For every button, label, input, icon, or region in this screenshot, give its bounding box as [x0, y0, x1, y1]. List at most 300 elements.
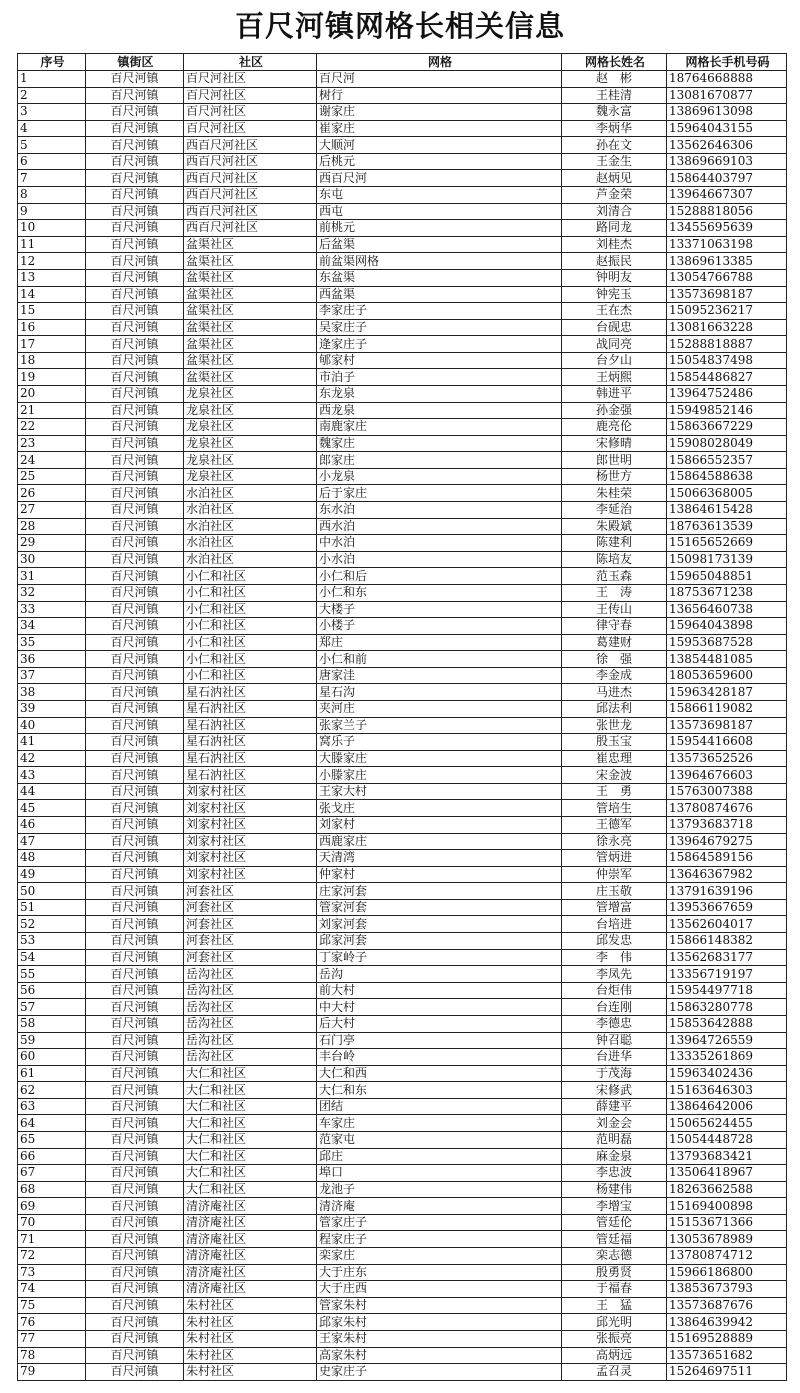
grid-cell: 岳沟 [317, 966, 562, 983]
grid-cell: 邱家河套 [317, 933, 562, 950]
leader-phone-cell: 15288818056 [667, 203, 787, 220]
leader-phone-cell: 13964676603 [667, 767, 787, 784]
serial-number-cell: 57 [18, 999, 86, 1016]
serial-number-cell: 27 [18, 502, 86, 519]
serial-number-cell: 8 [18, 187, 86, 204]
table-row [18, 518, 787, 535]
town-cell: 百尺河镇 [86, 883, 184, 900]
leader-name-cell: 孙金强 [562, 402, 667, 419]
leader-name-cell: 钟召聪 [562, 1032, 667, 1049]
leader-phone-cell: 13573687676 [667, 1297, 787, 1314]
table-row [18, 385, 787, 402]
community-cell: 刘家村社区 [184, 800, 317, 817]
table-row [18, 551, 787, 568]
town-cell: 百尺河镇 [86, 999, 184, 1016]
leader-name-cell: 王传山 [562, 601, 667, 618]
serial-number-cell: 20 [18, 385, 86, 402]
town-cell: 百尺河镇 [86, 1082, 184, 1099]
leader-phone-cell: 13573652526 [667, 750, 787, 767]
community-cell: 朱村社区 [184, 1330, 317, 1347]
leader-phone-cell: 15964043898 [667, 618, 787, 635]
leader-phone-cell: 13791639196 [667, 883, 787, 900]
serial-number-cell: 16 [18, 319, 86, 336]
town-cell: 百尺河镇 [86, 303, 184, 320]
leader-name-cell: 于茂海 [562, 1065, 667, 1082]
leader-phone-cell: 15054837498 [667, 352, 787, 369]
community-cell: 星石汭社区 [184, 717, 317, 734]
table-row [18, 220, 787, 237]
table-row [18, 303, 787, 320]
town-cell: 百尺河镇 [86, 402, 184, 419]
town-cell: 百尺河镇 [86, 153, 184, 170]
leader-phone-cell: 15264697511 [667, 1364, 787, 1381]
grid-cell: 南鹿家庄 [317, 419, 562, 436]
table-row [18, 137, 787, 154]
town-cell: 百尺河镇 [86, 87, 184, 104]
grid-cell: 埠口 [317, 1165, 562, 1182]
leader-phone-cell: 15966186800 [667, 1264, 787, 1281]
grid-cell: 吴家庄子 [317, 319, 562, 336]
town-cell: 百尺河镇 [86, 120, 184, 137]
town-cell: 百尺河镇 [86, 352, 184, 369]
community-cell: 龙泉社区 [184, 419, 317, 436]
grid-cell: 后桃元 [317, 153, 562, 170]
table-row [18, 1098, 787, 1115]
town-cell: 百尺河镇 [86, 1032, 184, 1049]
table-row [18, 1015, 787, 1032]
grid-cell: 大仁和东 [317, 1082, 562, 1099]
leader-phone-cell: 15908028049 [667, 435, 787, 452]
grid-leader-table [17, 53, 787, 1381]
table-row [18, 767, 787, 784]
leader-name-cell: 孙在文 [562, 137, 667, 154]
serial-number-cell: 3 [18, 104, 86, 121]
table-header-row [18, 54, 787, 71]
leader-phone-cell: 15163646303 [667, 1082, 787, 1099]
community-cell: 岳沟社区 [184, 999, 317, 1016]
town-cell: 百尺河镇 [86, 634, 184, 651]
community-cell: 龙泉社区 [184, 452, 317, 469]
town-cell: 百尺河镇 [86, 187, 184, 204]
table-row [18, 667, 787, 684]
grid-cell: 管家朱村 [317, 1297, 562, 1314]
leader-name-cell: 马进杰 [562, 684, 667, 701]
leader-name-cell: 宋修武 [562, 1082, 667, 1099]
leader-name-cell: 芦金荣 [562, 187, 667, 204]
serial-number-cell: 10 [18, 220, 86, 237]
leader-name-cell: 范明磊 [562, 1132, 667, 1149]
leader-phone-cell: 15949852146 [667, 402, 787, 419]
grid-cell: 天清湾 [317, 850, 562, 867]
table-row [18, 153, 787, 170]
table-row [18, 1297, 787, 1314]
table-row [18, 584, 787, 601]
community-cell: 小仁和社区 [184, 634, 317, 651]
grid-cell: 丰台岭 [317, 1049, 562, 1066]
serial-number-cell: 38 [18, 684, 86, 701]
community-cell: 小仁和社区 [184, 584, 317, 601]
header-serial-number: 序号 [18, 54, 86, 71]
grid-cell: 西龙泉 [317, 402, 562, 419]
serial-number-cell: 9 [18, 203, 86, 220]
serial-number-cell: 51 [18, 899, 86, 916]
grid-cell: 小仁和前 [317, 651, 562, 668]
serial-number-cell: 25 [18, 468, 86, 485]
community-cell: 清济庵社区 [184, 1248, 317, 1265]
leader-name-cell: 邱法利 [562, 700, 667, 717]
table-row [18, 817, 787, 834]
leader-name-cell: 薛建平 [562, 1098, 667, 1115]
community-cell: 朱村社区 [184, 1347, 317, 1364]
serial-number-cell: 43 [18, 767, 86, 784]
serial-number-cell: 64 [18, 1115, 86, 1132]
grid-cell: 史家庄子 [317, 1364, 562, 1381]
leader-name-cell: 殷玉宝 [562, 734, 667, 751]
community-cell: 大仁和社区 [184, 1082, 317, 1099]
leader-phone-cell: 13869669103 [667, 153, 787, 170]
leader-name-cell: 钟明友 [562, 269, 667, 286]
serial-number-cell: 76 [18, 1314, 86, 1331]
leader-phone-cell: 15763007388 [667, 783, 787, 800]
table-row [18, 1115, 787, 1132]
serial-number-cell: 13 [18, 269, 86, 286]
grid-cell: 郑庄 [317, 634, 562, 651]
community-cell: 小仁和社区 [184, 651, 317, 668]
leader-name-cell: 麻金泉 [562, 1148, 667, 1165]
leader-name-cell: 栾志德 [562, 1248, 667, 1265]
leader-phone-cell: 15863667229 [667, 419, 787, 436]
grid-cell: 车家庄 [317, 1115, 562, 1132]
leader-name-cell: 王 勇 [562, 783, 667, 800]
leader-name-cell: 李炳华 [562, 120, 667, 137]
table-row [18, 1181, 787, 1198]
leader-phone-cell: 13964667307 [667, 187, 787, 204]
grid-cell: 大仁和西 [317, 1065, 562, 1082]
grid-cell: 小仁和后 [317, 568, 562, 585]
community-cell: 西百尺河社区 [184, 153, 317, 170]
town-cell: 百尺河镇 [86, 618, 184, 635]
grid-cell: 西屯 [317, 203, 562, 220]
serial-number-cell: 59 [18, 1032, 86, 1049]
serial-number-cell: 24 [18, 452, 86, 469]
leader-phone-cell: 15169400898 [667, 1198, 787, 1215]
table-row [18, 933, 787, 950]
leader-phone-cell: 15853642888 [667, 1015, 787, 1032]
grid-cell: 李家庄子 [317, 303, 562, 320]
table-row [18, 750, 787, 767]
leader-phone-cell: 15098173139 [667, 551, 787, 568]
community-cell: 星石汭社区 [184, 684, 317, 701]
town-cell: 百尺河镇 [86, 551, 184, 568]
leader-phone-cell: 13964726559 [667, 1032, 787, 1049]
table-row [18, 684, 787, 701]
town-cell: 百尺河镇 [86, 1015, 184, 1032]
community-cell: 大仁和社区 [184, 1181, 317, 1198]
serial-number-cell: 62 [18, 1082, 86, 1099]
town-cell: 百尺河镇 [86, 518, 184, 535]
serial-number-cell: 21 [18, 402, 86, 419]
serial-number-cell: 74 [18, 1281, 86, 1298]
table-row [18, 87, 787, 104]
leader-phone-cell: 18764668888 [667, 71, 787, 88]
header-grid: 网格 [317, 54, 562, 71]
serial-number-cell: 50 [18, 883, 86, 900]
grid-cell: 大楼子 [317, 601, 562, 618]
community-cell: 西百尺河社区 [184, 137, 317, 154]
serial-number-cell: 15 [18, 303, 86, 320]
community-cell: 刘家村社区 [184, 866, 317, 883]
table-row [18, 502, 787, 519]
town-cell: 百尺河镇 [86, 253, 184, 270]
town-cell: 百尺河镇 [86, 1198, 184, 1215]
leader-name-cell: 管培生 [562, 800, 667, 817]
town-cell: 百尺河镇 [86, 1231, 184, 1248]
leader-name-cell: 张世龙 [562, 717, 667, 734]
leader-phone-cell: 18263662588 [667, 1181, 787, 1198]
leader-name-cell: 孟召灵 [562, 1364, 667, 1381]
leader-name-cell: 刘桂杰 [562, 236, 667, 253]
table-row [18, 120, 787, 137]
table-row [18, 535, 787, 552]
leader-phone-cell: 15288818887 [667, 336, 787, 353]
table-row [18, 916, 787, 933]
community-cell: 百尺河社区 [184, 104, 317, 121]
town-cell: 百尺河镇 [86, 700, 184, 717]
leader-name-cell: 郎世明 [562, 452, 667, 469]
serial-number-cell: 63 [18, 1098, 86, 1115]
community-cell: 百尺河社区 [184, 71, 317, 88]
community-cell: 河套社区 [184, 949, 317, 966]
grid-cell: 后盆渠 [317, 236, 562, 253]
leader-name-cell: 律守春 [562, 618, 667, 635]
town-cell: 百尺河镇 [86, 601, 184, 618]
table-row [18, 1148, 787, 1165]
town-cell: 百尺河镇 [86, 866, 184, 883]
grid-cell: 东水泊 [317, 502, 562, 519]
leader-name-cell: 王德军 [562, 817, 667, 834]
leader-phone-cell: 15954416608 [667, 734, 787, 751]
leader-name-cell: 韩进平 [562, 385, 667, 402]
page-title: 百尺河镇网格长相关信息 [234, 9, 565, 43]
leader-phone-cell: 13573698187 [667, 286, 787, 303]
leader-phone-cell: 13573698187 [667, 717, 787, 734]
leader-phone-cell: 15153671366 [667, 1214, 787, 1231]
serial-number-cell: 31 [18, 568, 86, 585]
leader-phone-cell: 13053678989 [667, 1231, 787, 1248]
leader-phone-cell: 13864639942 [667, 1314, 787, 1331]
grid-cell: 小龙泉 [317, 468, 562, 485]
town-cell: 百尺河镇 [86, 170, 184, 187]
leader-phone-cell: 13853673793 [667, 1281, 787, 1298]
town-cell: 百尺河镇 [86, 104, 184, 121]
grid-cell: 刘家村 [317, 817, 562, 834]
town-cell: 百尺河镇 [86, 1297, 184, 1314]
table-row [18, 236, 787, 253]
leader-name-cell: 张振亮 [562, 1330, 667, 1347]
community-cell: 清济庵社区 [184, 1231, 317, 1248]
community-cell: 大仁和社区 [184, 1098, 317, 1115]
community-cell: 岳沟社区 [184, 1032, 317, 1049]
leader-phone-cell: 15065624455 [667, 1115, 787, 1132]
town-cell: 百尺河镇 [86, 435, 184, 452]
community-cell: 刘家村社区 [184, 783, 317, 800]
leader-name-cell: 徐 强 [562, 651, 667, 668]
leader-name-cell: 陈培友 [562, 551, 667, 568]
grid-cell: 郇家村 [317, 352, 562, 369]
community-cell: 岳沟社区 [184, 1015, 317, 1032]
table-row [18, 352, 787, 369]
serial-number-cell: 5 [18, 137, 86, 154]
serial-number-cell: 47 [18, 833, 86, 850]
leader-phone-cell: 15964043155 [667, 120, 787, 137]
table-row [18, 700, 787, 717]
town-cell: 百尺河镇 [86, 369, 184, 386]
town-cell: 百尺河镇 [86, 535, 184, 552]
town-cell: 百尺河镇 [86, 286, 184, 303]
town-cell: 百尺河镇 [86, 833, 184, 850]
leader-phone-cell: 15066368005 [667, 485, 787, 502]
leader-phone-cell: 13562646306 [667, 137, 787, 154]
town-cell: 百尺河镇 [86, 717, 184, 734]
community-cell: 盆渠社区 [184, 269, 317, 286]
leader-name-cell: 宋修晴 [562, 435, 667, 452]
serial-number-cell: 54 [18, 949, 86, 966]
grid-cell: 中大村 [317, 999, 562, 1016]
community-cell: 清济庵社区 [184, 1214, 317, 1231]
grid-cell: 大于庄西 [317, 1281, 562, 1298]
leader-phone-cell: 13562683177 [667, 949, 787, 966]
grid-cell: 魏家庄 [317, 435, 562, 452]
town-cell: 百尺河镇 [86, 1165, 184, 1182]
table-row [18, 1231, 787, 1248]
community-cell: 大仁和社区 [184, 1065, 317, 1082]
leader-phone-cell: 13506418967 [667, 1165, 787, 1182]
grid-cell: 郎家庄 [317, 452, 562, 469]
leader-name-cell: 赵炳见 [562, 170, 667, 187]
serial-number-cell: 48 [18, 850, 86, 867]
serial-number-cell: 65 [18, 1132, 86, 1149]
community-cell: 西百尺河社区 [184, 187, 317, 204]
table-row [18, 435, 787, 452]
serial-number-cell: 30 [18, 551, 86, 568]
community-cell: 朱村社区 [184, 1364, 317, 1381]
leader-name-cell: 李延治 [562, 502, 667, 519]
leader-name-cell: 战同亮 [562, 336, 667, 353]
grid-cell: 张戈庄 [317, 800, 562, 817]
grid-cell: 高家朱村 [317, 1347, 562, 1364]
town-cell: 百尺河镇 [86, 236, 184, 253]
town-cell: 百尺河镇 [86, 336, 184, 353]
town-cell: 百尺河镇 [86, 966, 184, 983]
grid-cell: 范家屯 [317, 1132, 562, 1149]
grid-cell: 庄家河套 [317, 883, 562, 900]
leader-phone-cell: 18763613539 [667, 518, 787, 535]
table-row [18, 734, 787, 751]
leader-phone-cell: 13864642006 [667, 1098, 787, 1115]
leader-name-cell: 赵 彬 [562, 71, 667, 88]
town-cell: 百尺河镇 [86, 899, 184, 916]
serial-number-cell: 61 [18, 1065, 86, 1082]
leader-name-cell: 王 猛 [562, 1297, 667, 1314]
leader-phone-cell: 13646367982 [667, 866, 787, 883]
leader-phone-cell: 13953667659 [667, 899, 787, 916]
community-cell: 星石汭社区 [184, 700, 317, 717]
serial-number-cell: 2 [18, 87, 86, 104]
community-cell: 龙泉社区 [184, 385, 317, 402]
grid-cell: 小楼子 [317, 618, 562, 635]
leader-phone-cell: 13371063198 [667, 236, 787, 253]
table-row [18, 568, 787, 585]
community-cell: 盆渠社区 [184, 336, 317, 353]
serial-number-cell: 17 [18, 336, 86, 353]
serial-number-cell: 75 [18, 1297, 86, 1314]
serial-number-cell: 46 [18, 817, 86, 834]
serial-number-cell: 52 [18, 916, 86, 933]
serial-number-cell: 32 [18, 584, 86, 601]
town-cell: 百尺河镇 [86, 800, 184, 817]
grid-cell: 唐家洼 [317, 667, 562, 684]
community-cell: 百尺河社区 [184, 87, 317, 104]
leader-phone-cell: 13793683421 [667, 1148, 787, 1165]
leader-name-cell: 李德忠 [562, 1015, 667, 1032]
leader-name-cell: 台连刚 [562, 999, 667, 1016]
grid-cell: 小滕家庄 [317, 767, 562, 784]
leader-phone-cell: 15963402436 [667, 1065, 787, 1082]
community-cell: 西百尺河社区 [184, 203, 317, 220]
leader-name-cell: 刘清合 [562, 203, 667, 220]
leader-phone-cell: 15854486827 [667, 369, 787, 386]
town-cell: 百尺河镇 [86, 1065, 184, 1082]
leader-phone-cell: 15866148382 [667, 933, 787, 950]
table-row [18, 783, 787, 800]
community-cell: 盆渠社区 [184, 319, 317, 336]
table-row [18, 1065, 787, 1082]
community-cell: 大仁和社区 [184, 1148, 317, 1165]
grid-cell: 前桃元 [317, 220, 562, 237]
table-row [18, 253, 787, 270]
leader-name-cell: 朱殿斌 [562, 518, 667, 535]
serial-number-cell: 49 [18, 866, 86, 883]
leader-name-cell: 李增宝 [562, 1198, 667, 1215]
serial-number-cell: 34 [18, 618, 86, 635]
serial-number-cell: 70 [18, 1214, 86, 1231]
grid-cell: 逄家庄子 [317, 336, 562, 353]
town-cell: 百尺河镇 [86, 419, 184, 436]
table-row [18, 1032, 787, 1049]
table-row [18, 1132, 787, 1149]
grid-cell: 中水泊 [317, 535, 562, 552]
leader-name-cell: 管廷伦 [562, 1214, 667, 1231]
town-cell: 百尺河镇 [86, 71, 184, 88]
town-cell: 百尺河镇 [86, 452, 184, 469]
leader-phone-cell: 13780874676 [667, 800, 787, 817]
leader-name-cell: 葛建财 [562, 634, 667, 651]
table-row [18, 468, 787, 485]
serial-number-cell: 78 [18, 1347, 86, 1364]
leader-phone-cell: 13964752486 [667, 385, 787, 402]
grid-cell: 大于庄东 [317, 1264, 562, 1281]
town-cell: 百尺河镇 [86, 1214, 184, 1231]
community-cell: 小仁和社区 [184, 568, 317, 585]
leader-phone-cell: 15863280778 [667, 999, 787, 1016]
grid-cell: 东屯 [317, 187, 562, 204]
grid-cell: 仲家村 [317, 866, 562, 883]
grid-cell: 管家河套 [317, 899, 562, 916]
serial-number-cell: 40 [18, 717, 86, 734]
community-cell: 朱村社区 [184, 1314, 317, 1331]
community-cell: 岳沟社区 [184, 1049, 317, 1066]
town-cell: 百尺河镇 [86, 1148, 184, 1165]
